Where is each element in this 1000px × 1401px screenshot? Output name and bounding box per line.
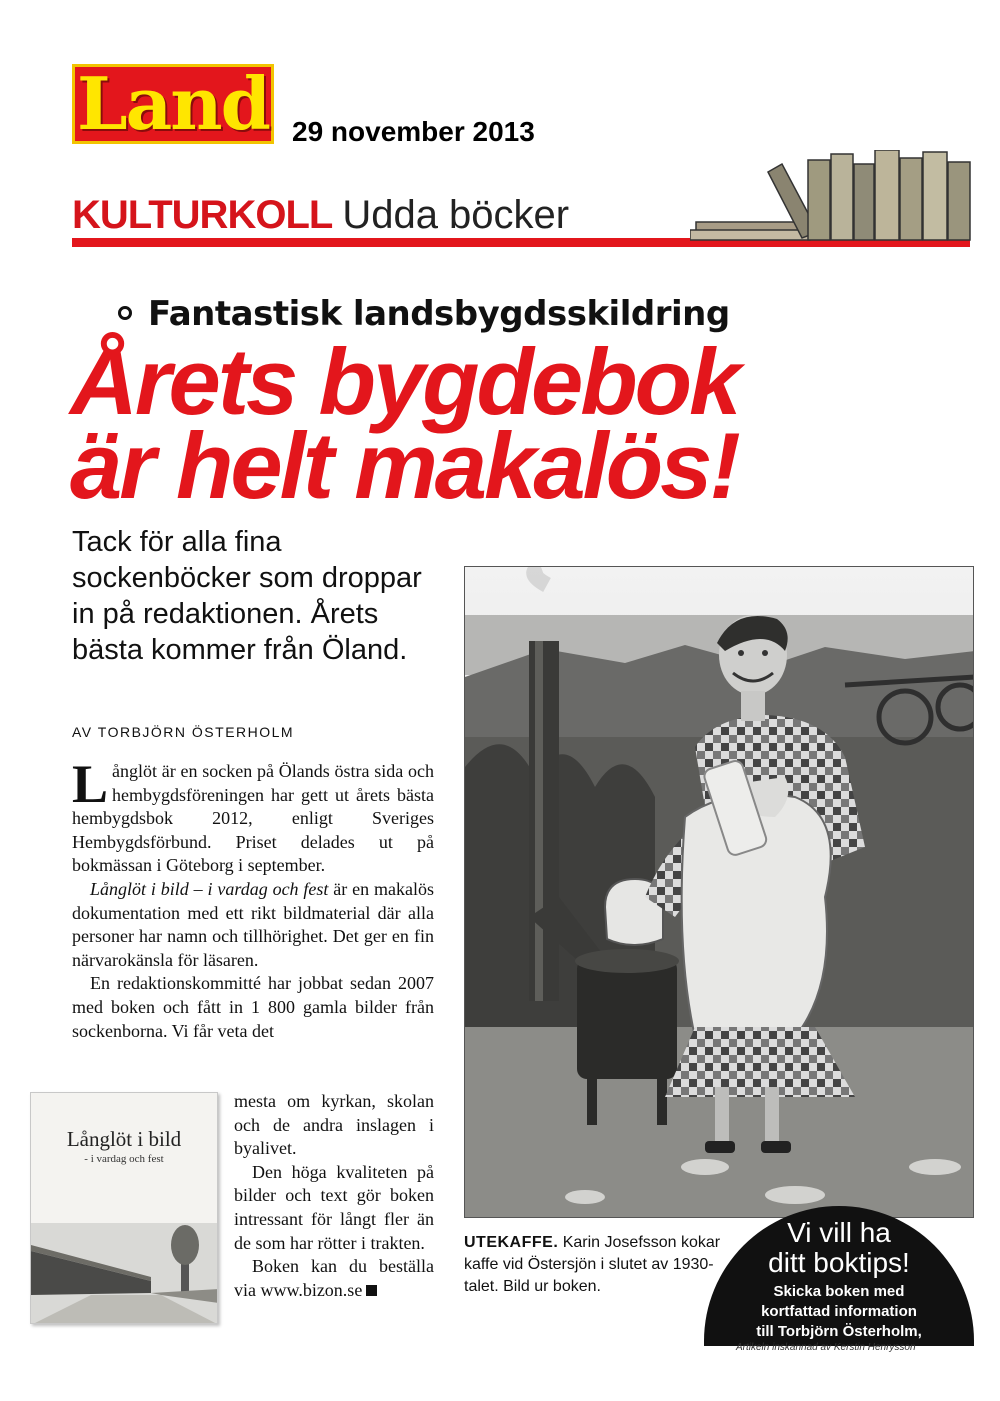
headline-line-2: är helt makalös! xyxy=(70,413,738,518)
paragraph-1-text: ånglöt är en socken på Ölands östra sida och hembygdsföreningen har gett ut årets bästa hembygdsbok 2012, enligt Sveriges Hembygdsförbund. Priset delades ut på bokmässan i Göteborg i september. xyxy=(72,761,434,876)
paragraph-4: Den höga kvaliteten på bilder och text gör boken intressant för långt fler än de som har rötter i trakten. xyxy=(234,1161,434,1253)
tip-body-line-1: Skicka boken med xyxy=(773,1283,905,1300)
caption-lead: UTEKAFFE. xyxy=(464,1234,559,1251)
books-illustration-icon xyxy=(690,150,975,242)
article-body-column-1 xyxy=(72,754,434,1043)
headline-line-1: Årets bygdebok xyxy=(70,329,739,434)
land-logo xyxy=(72,61,274,146)
logo-text: Land xyxy=(77,61,269,146)
tip-headline-line-2: ditt boktips! xyxy=(768,1247,910,1278)
paragraph-5-text: Boken kan du beställa via www.bizon.se xyxy=(234,1256,434,1300)
end-mark-icon xyxy=(366,1285,377,1296)
book-cover-title: Långlöt i bild xyxy=(66,1127,182,1151)
tip-body-line-2: kortfattad information xyxy=(761,1303,917,1320)
tip-headline-line-1: Vi vill ha xyxy=(787,1217,891,1248)
photo-woman-making-coffee xyxy=(464,566,974,1218)
village-road-photo xyxy=(31,1223,218,1324)
publication-date: 29 november 2013 xyxy=(292,116,535,147)
tip-headline xyxy=(704,1218,974,1278)
tip-body-line-3: till Torbjörn Österholm, xyxy=(756,1323,922,1340)
book-cover xyxy=(30,1092,218,1324)
paragraph-5 xyxy=(234,1255,434,1302)
headline xyxy=(70,329,970,518)
kicker: Fantastisk landsbygdsskildring xyxy=(148,294,730,334)
article-body-column-2 xyxy=(234,1090,434,1302)
paragraph-1 xyxy=(72,754,434,878)
book-title-inline: Långlöt i bild – i vardag och fest xyxy=(90,878,329,899)
section-header xyxy=(72,192,569,238)
section-title: Udda böcker xyxy=(342,193,570,237)
book-cover-subtitle: - i vardag och fest xyxy=(84,1153,164,1165)
tip-body xyxy=(704,1282,974,1342)
paragraph-3-continued: mesta om kyrkan, skolan och de andra inslagen i byalivet. xyxy=(234,1091,434,1159)
photo-illustration xyxy=(465,567,974,1218)
section-label: KULTURKOLL xyxy=(72,193,333,237)
book-tip-box xyxy=(704,1206,974,1346)
paragraph-3: En redaktionskommitté har jobbat sedan 2007 med boken och fått in 1 800 gamla bilder från sockenborna. Vi får veta det xyxy=(72,973,434,1041)
caption-text: Karin Josefsson kokar kaffe vid Östersjön i slutet av 1930-talet. Bild ur boken. xyxy=(464,1234,721,1295)
photo-caption xyxy=(464,1232,724,1298)
paragraph-2-text: är en makalös dokumentation med ett rikt bildmaterial där alla personer har namn och tillhörighet. Det ger en fin närvarokänsla för läsaren. xyxy=(72,878,434,970)
byline: AV TORBJÖRN ÖSTERHOLM xyxy=(72,724,295,740)
deck: Tack för alla fina sockenböcker som droppar in på redaktionen. Årets bästa kommer från Öland. xyxy=(72,526,422,666)
kicker-bullet-icon xyxy=(118,306,132,320)
paragraph-2 xyxy=(72,878,434,972)
scan-credit: Artikeln inskannad av Kerstin Henrysson xyxy=(736,1342,916,1353)
dropcap: L xyxy=(72,754,109,814)
